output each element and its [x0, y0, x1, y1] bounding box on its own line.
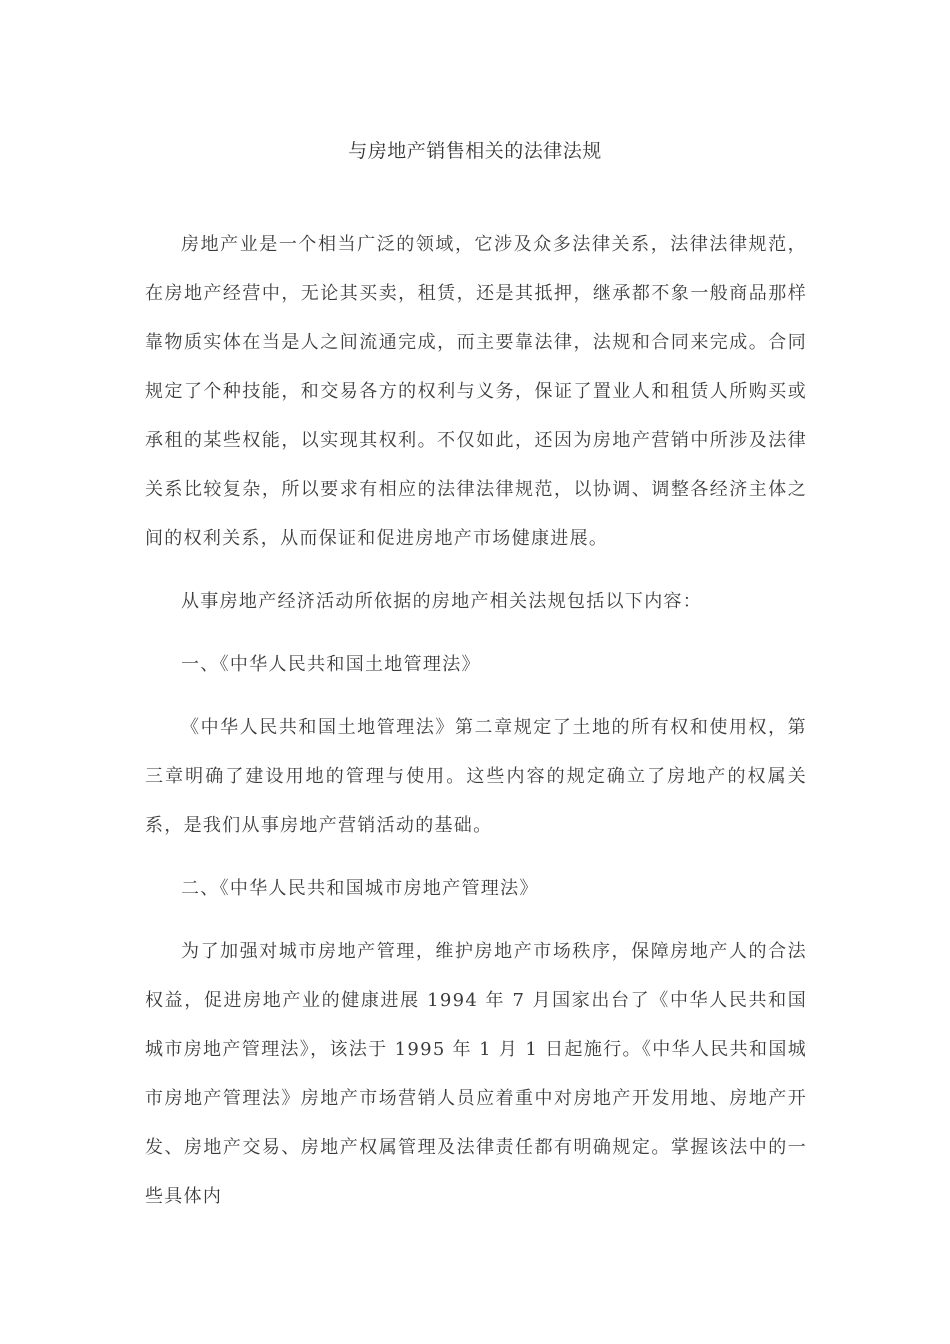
document-body	[145, 220, 807, 1221]
paragraph-urban-real-estate-law: 为了加强对城市房地产管理，维护房地产市场秩序，保障房地产人的合法权益，促进房地产业的健康进展 1994 年 7 月国家出台了《中华人民共和国城市房地产管理法》，该法于 1995 年 1 月 1 日起施行。《中华人民共和国城市房地产管理法》房地产市场营销人员应着重中对房地产开发用地、房地产开发、房地产交易、房地产权属管理及法律责任都有明确规定。掌握该法中的一些具体内	[145, 941, 807, 1207]
document-title: 与房地产销售相关的法律法规	[348, 140, 602, 162]
paragraph-intro: 房地产业是一个相当广泛的领域，它涉及众多法律关系，法律法律规范，在房地产经营中，无论其买卖，租赁，还是其抵押，继承都不象一般商品那样靠物质实体在当是人之间流通完成，而主要靠法律，法规和合同来完成。合同规定了个种技能，和交易各方的权利与义务，保证了置业人和租赁人所购买或承租的某些权能，以实现其权利。不仅如此，还因为房地产营销中所涉及法律关系比较复杂，所以要求有相应的法律法律规范，以协调、调整各经济主体之间的权利关系，从而保证和促进房地产市场健康进展。	[145, 234, 807, 549]
section-heading-land-law: 一、《中华人民共和国土地管理法》	[181, 654, 481, 675]
paragraph-scope: 从事房地产经济活动所依据的房地产相关法规包括以下内容：	[181, 591, 703, 612]
paragraph-land-law: 《中华人民共和国土地管理法》第二章规定了土地的所有权和使用权，第三章明确了建设用地的管理与使用。这些内容的规定确立了房地产的权属关系，是我们从事房地产营销活动的基础。	[145, 717, 807, 836]
section-heading-urban-real-estate-law: 二、《中华人民共和国城市房地产管理法》	[181, 878, 539, 899]
